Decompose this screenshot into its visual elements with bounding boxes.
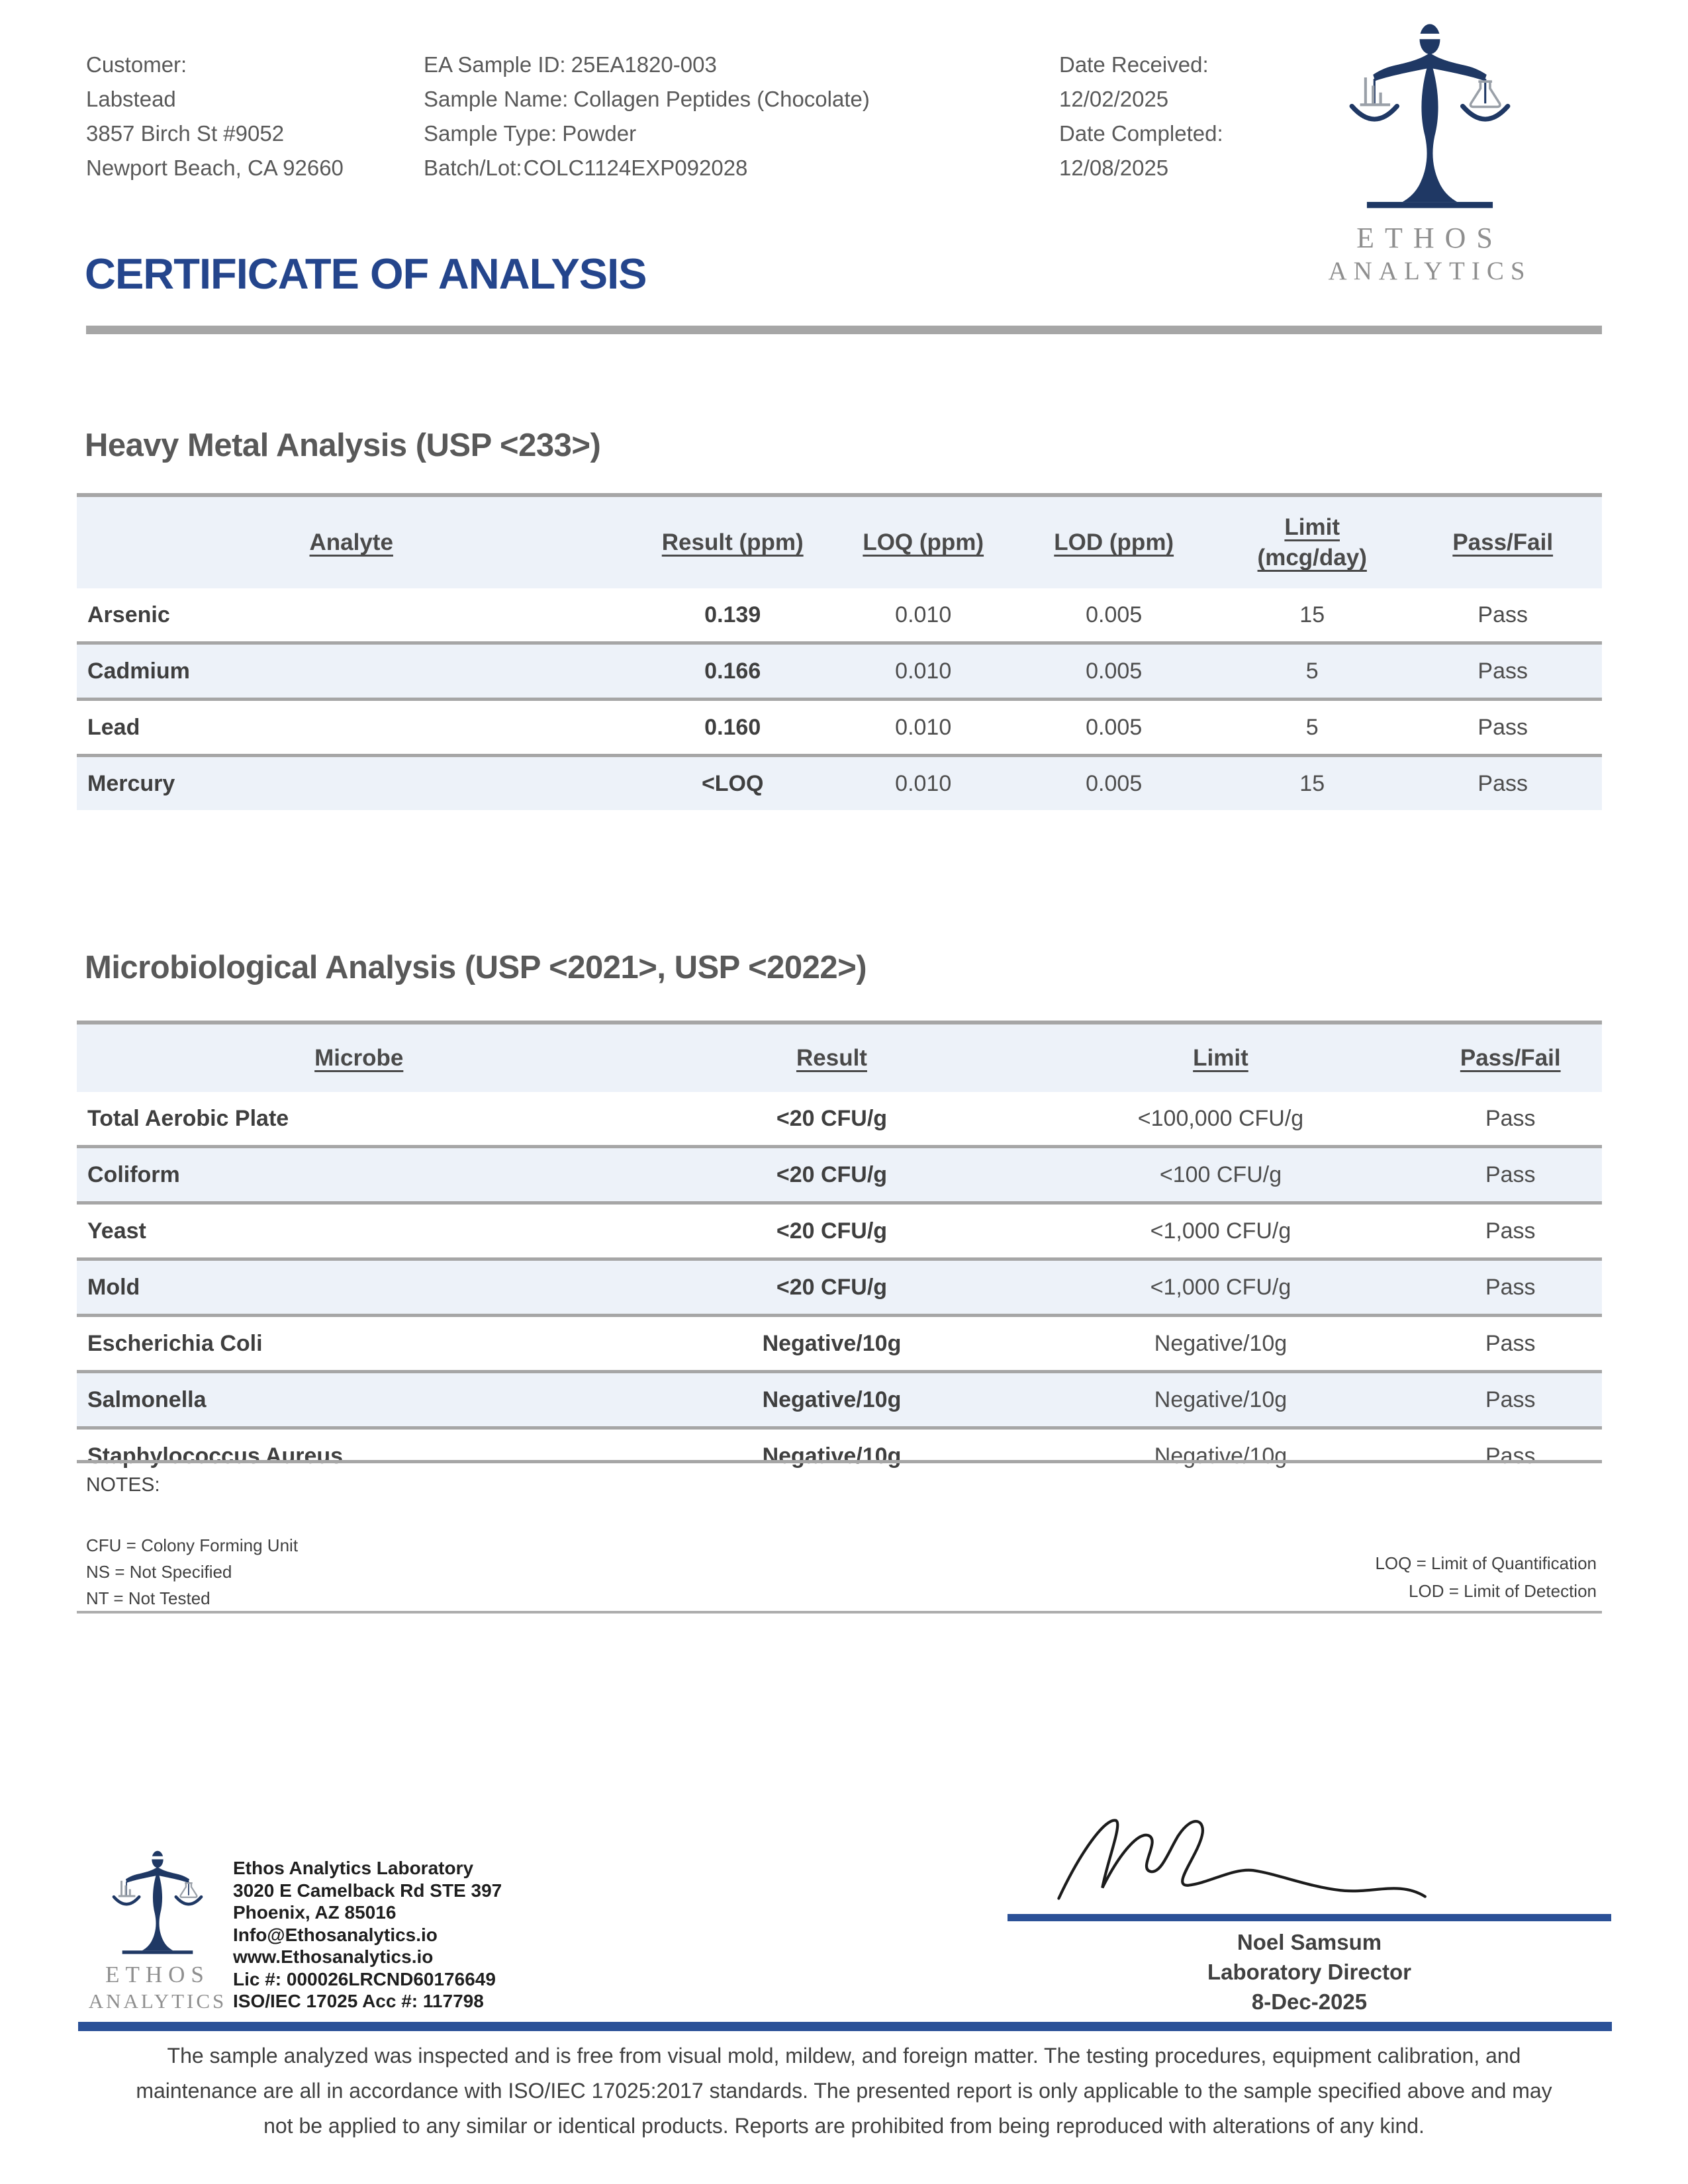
limit-value: 15 <box>1299 770 1325 796</box>
result-value: 0.166 <box>704 658 761 684</box>
col-limit-mcg-day: Limit (mcg/day) <box>1257 514 1367 570</box>
pass-fail-value: Pass <box>1485 1387 1536 1412</box>
lod-value: 0.005 <box>1086 602 1143 627</box>
ea-sample-id-value: 25EA1820-003 <box>571 52 717 77</box>
sample-block <box>424 48 870 185</box>
company-logo <box>1291 19 1569 286</box>
footer-logo-wordmark-ethos: ETHOS <box>105 1962 210 1987</box>
limit-value: 5 <box>1305 658 1319 684</box>
scales-of-justice-icon <box>1327 19 1532 217</box>
customer-address-line1: 3857 Birch St #9052 <box>86 121 285 146</box>
limit-value: <100 CFU/g <box>1159 1161 1282 1187</box>
result-value: Negative/10g <box>762 1387 902 1412</box>
note-ns: NS = Not Specified <box>86 1562 232 1582</box>
lab-address-line2: Phoenix, AZ 85016 <box>233 1902 397 1923</box>
customer-block <box>86 48 344 185</box>
customer-name: Labstead <box>86 87 176 111</box>
loq-value: 0.010 <box>895 770 952 796</box>
lab-accreditation-number: ISO/IEC 17025 Acc #: 117798 <box>233 1991 484 2011</box>
notes-section <box>77 1460 1602 1614</box>
table-row-mold <box>77 1257 1602 1314</box>
scales-of-justice-small-icon <box>98 1848 217 1959</box>
lod-value: 0.005 <box>1086 658 1143 684</box>
col-limit: Limit <box>1193 1045 1248 1071</box>
lab-info-block <box>233 1857 502 2013</box>
footer-divider-bar <box>78 2022 1612 2031</box>
date-received-value: 12/02/2025 <box>1059 87 1169 111</box>
batch-lot-label: Batch/Lot: <box>424 156 522 180</box>
table-row-cadmium <box>77 641 1602 698</box>
signer-title: Laboratory Director <box>1207 1960 1412 1984</box>
limit-value: Negative/10g <box>1154 1330 1288 1356</box>
signature-line <box>1008 1914 1611 1921</box>
table-row-total-aerobic-plate <box>77 1092 1602 1145</box>
batch-lot-row <box>424 151 870 185</box>
table-row-yeast <box>77 1201 1602 1257</box>
date-received-label: Date Received: <box>1059 52 1209 77</box>
notes-heading: NOTES: <box>86 1474 160 1496</box>
heavy-metal-table <box>77 493 1602 810</box>
col-analyte: Analyte <box>309 529 393 555</box>
table-row-escherichia-coli <box>77 1314 1602 1370</box>
ea-sample-id-row <box>424 48 870 82</box>
batch-lot-value: COLC1124EXP092028 <box>523 156 748 180</box>
note-nt: NT = Not Tested <box>86 1588 211 1608</box>
disclaimer-line-1: The sample analyzed was inspected and is free from visual mold, mildew, and foreign matter. The testing procedures, equipment calibration, and <box>167 2044 1521 2068</box>
dates-block <box>1059 48 1223 185</box>
micro-header-row <box>77 1024 1602 1092</box>
heavy-metal-header-row <box>77 497 1602 588</box>
disclaimer-text <box>0 2038 1688 2144</box>
limit-value: 5 <box>1305 714 1319 740</box>
result-value: Negative/10g <box>762 1443 902 1469</box>
sample-name-label: Sample Name: <box>424 87 569 111</box>
pass-fail-value: Pass <box>1485 1443 1536 1469</box>
lab-address-line1: 3020 E Camelback Rd STE 397 <box>233 1880 502 1901</box>
logo-wordmark-analytics: ANALYTICS <box>1328 257 1532 285</box>
result-value: 0.160 <box>704 714 761 740</box>
date-completed-label: Date Completed: <box>1059 121 1223 146</box>
pass-fail-value: Pass <box>1485 1274 1536 1300</box>
lod-value: 0.005 <box>1086 714 1143 740</box>
limit-value: <1,000 CFU/g <box>1150 1218 1291 1244</box>
col-result: Result <box>796 1045 867 1071</box>
date-completed-value: 12/08/2025 <box>1059 156 1169 180</box>
lab-name: Ethos Analytics Laboratory <box>233 1858 474 1878</box>
result-value: <20 CFU/g <box>776 1105 888 1131</box>
col-microbe: Microbe <box>314 1045 404 1071</box>
sample-name-row <box>424 82 870 116</box>
microbe-name: Salmonella <box>87 1387 207 1412</box>
limit-value: Negative/10g <box>1154 1387 1288 1412</box>
pass-fail-value: Pass <box>1477 658 1528 684</box>
disclaimer-line-2: maintenance are all in accordance with ISO/IEC 17025:2017 standards. The presented report is only applicable to the sample specified above and may <box>136 2079 1552 2103</box>
pass-fail-value: Pass <box>1485 1330 1536 1356</box>
microbe-name: Coliform <box>87 1161 180 1187</box>
table-row-lead <box>77 698 1602 754</box>
col-loq-ppm: LOQ (ppm) <box>863 529 984 555</box>
lab-license-number: Lic #: 000026LRCND60176649 <box>233 1968 496 1989</box>
microbiological-table <box>77 1021 1602 1482</box>
table-row-salmonella <box>77 1370 1602 1426</box>
microbe-name: Yeast <box>87 1218 146 1244</box>
note-lod: LOD = Limit of Detection <box>1409 1581 1597 1601</box>
table-row-arsenic <box>77 588 1602 641</box>
lab-email: Info@Ethosanalytics.io <box>233 1924 438 1945</box>
customer-address-line2: Newport Beach, CA 92660 <box>86 156 344 180</box>
analyte-name: Lead <box>87 714 140 740</box>
analyte-name: Mercury <box>87 770 175 796</box>
lod-value: 0.005 <box>1086 770 1143 796</box>
heavy-metal-heading: Heavy Metal Analysis (USP <233>) <box>85 428 601 463</box>
signer-block <box>1008 1927 1611 2017</box>
note-loq: LOQ = Limit of Quantification <box>1375 1553 1597 1573</box>
microbe-name: Mold <box>87 1274 140 1300</box>
result-value: Negative/10g <box>762 1330 902 1356</box>
loq-value: 0.010 <box>895 714 952 740</box>
pass-fail-value: Pass <box>1485 1161 1536 1187</box>
pass-fail-value: Pass <box>1485 1218 1536 1244</box>
sample-type-row <box>424 116 870 151</box>
col-result-ppm: Result (ppm) <box>661 529 804 555</box>
col-lod-ppm: LOD (ppm) <box>1054 529 1174 555</box>
microbe-name: Staphylococcus Aureus <box>87 1443 344 1469</box>
loq-value: 0.010 <box>895 602 952 627</box>
sample-type-label: Sample Type: <box>424 121 557 146</box>
result-value: <20 CFU/g <box>776 1218 888 1244</box>
ea-sample-id-label: EA Sample ID: <box>424 52 566 77</box>
limit-value: <100,000 CFU/g <box>1137 1105 1304 1131</box>
title-divider <box>86 326 1602 334</box>
loq-value: 0.010 <box>895 658 952 684</box>
limit-value: Negative/10g <box>1154 1443 1288 1469</box>
page-title: CERTIFICATE OF ANALYSIS <box>85 250 647 298</box>
col-pass-fail: Pass/Fail <box>1452 529 1554 555</box>
pass-fail-value: Pass <box>1477 770 1528 796</box>
limit-value: 15 <box>1299 602 1325 627</box>
signer-date: 8-Dec-2025 <box>1251 1989 1368 2014</box>
signature-image <box>1039 1808 1489 1917</box>
pass-fail-value: Pass <box>1485 1105 1536 1131</box>
customer-label: Customer: <box>86 52 187 77</box>
disclaimer-line-3: not be applied to any similar or identical products. Reports are prohibited from being reproduced with alterations of any kind. <box>263 2114 1425 2138</box>
footer-logo <box>78 1848 237 2013</box>
table-row-coliform <box>77 1145 1602 1201</box>
analyte-name: Arsenic <box>87 602 170 627</box>
footer-logo-wordmark-analytics: ANALYTICS <box>88 1989 227 2013</box>
microbe-name: Total Aerobic Plate <box>87 1105 289 1131</box>
lab-website: www.Ethosanalytics.io <box>233 1946 434 1967</box>
limit-value: <1,000 CFU/g <box>1150 1274 1291 1300</box>
result-value: <20 CFU/g <box>776 1161 888 1187</box>
note-cfu: CFU = Colony Forming Unit <box>86 1535 299 1555</box>
analyte-name: Cadmium <box>87 658 190 684</box>
pass-fail-value: Pass <box>1477 714 1528 740</box>
table-row-mercury <box>77 754 1602 810</box>
result-value: 0.139 <box>704 602 761 627</box>
notes-abbreviations <box>86 1532 298 1612</box>
sample-name-value: Collagen Peptides (Chocolate) <box>573 87 870 111</box>
result-value: <20 CFU/g <box>776 1274 888 1300</box>
pass-fail-value: Pass <box>1477 602 1528 627</box>
microbe-name: Escherichia Coli <box>87 1330 263 1356</box>
result-value: <LOQ <box>701 770 764 796</box>
logo-wordmark-ethos: ETHOS <box>1356 222 1503 254</box>
notes-definitions <box>1375 1549 1597 1605</box>
sample-type-value: Powder <box>562 121 637 146</box>
signer-name: Noel Samsum <box>1237 1930 1382 1954</box>
col-pass-fail: Pass/Fail <box>1460 1045 1561 1071</box>
microbiological-heading: Microbiological Analysis (USP <2021>, USP <2022>) <box>85 950 867 985</box>
